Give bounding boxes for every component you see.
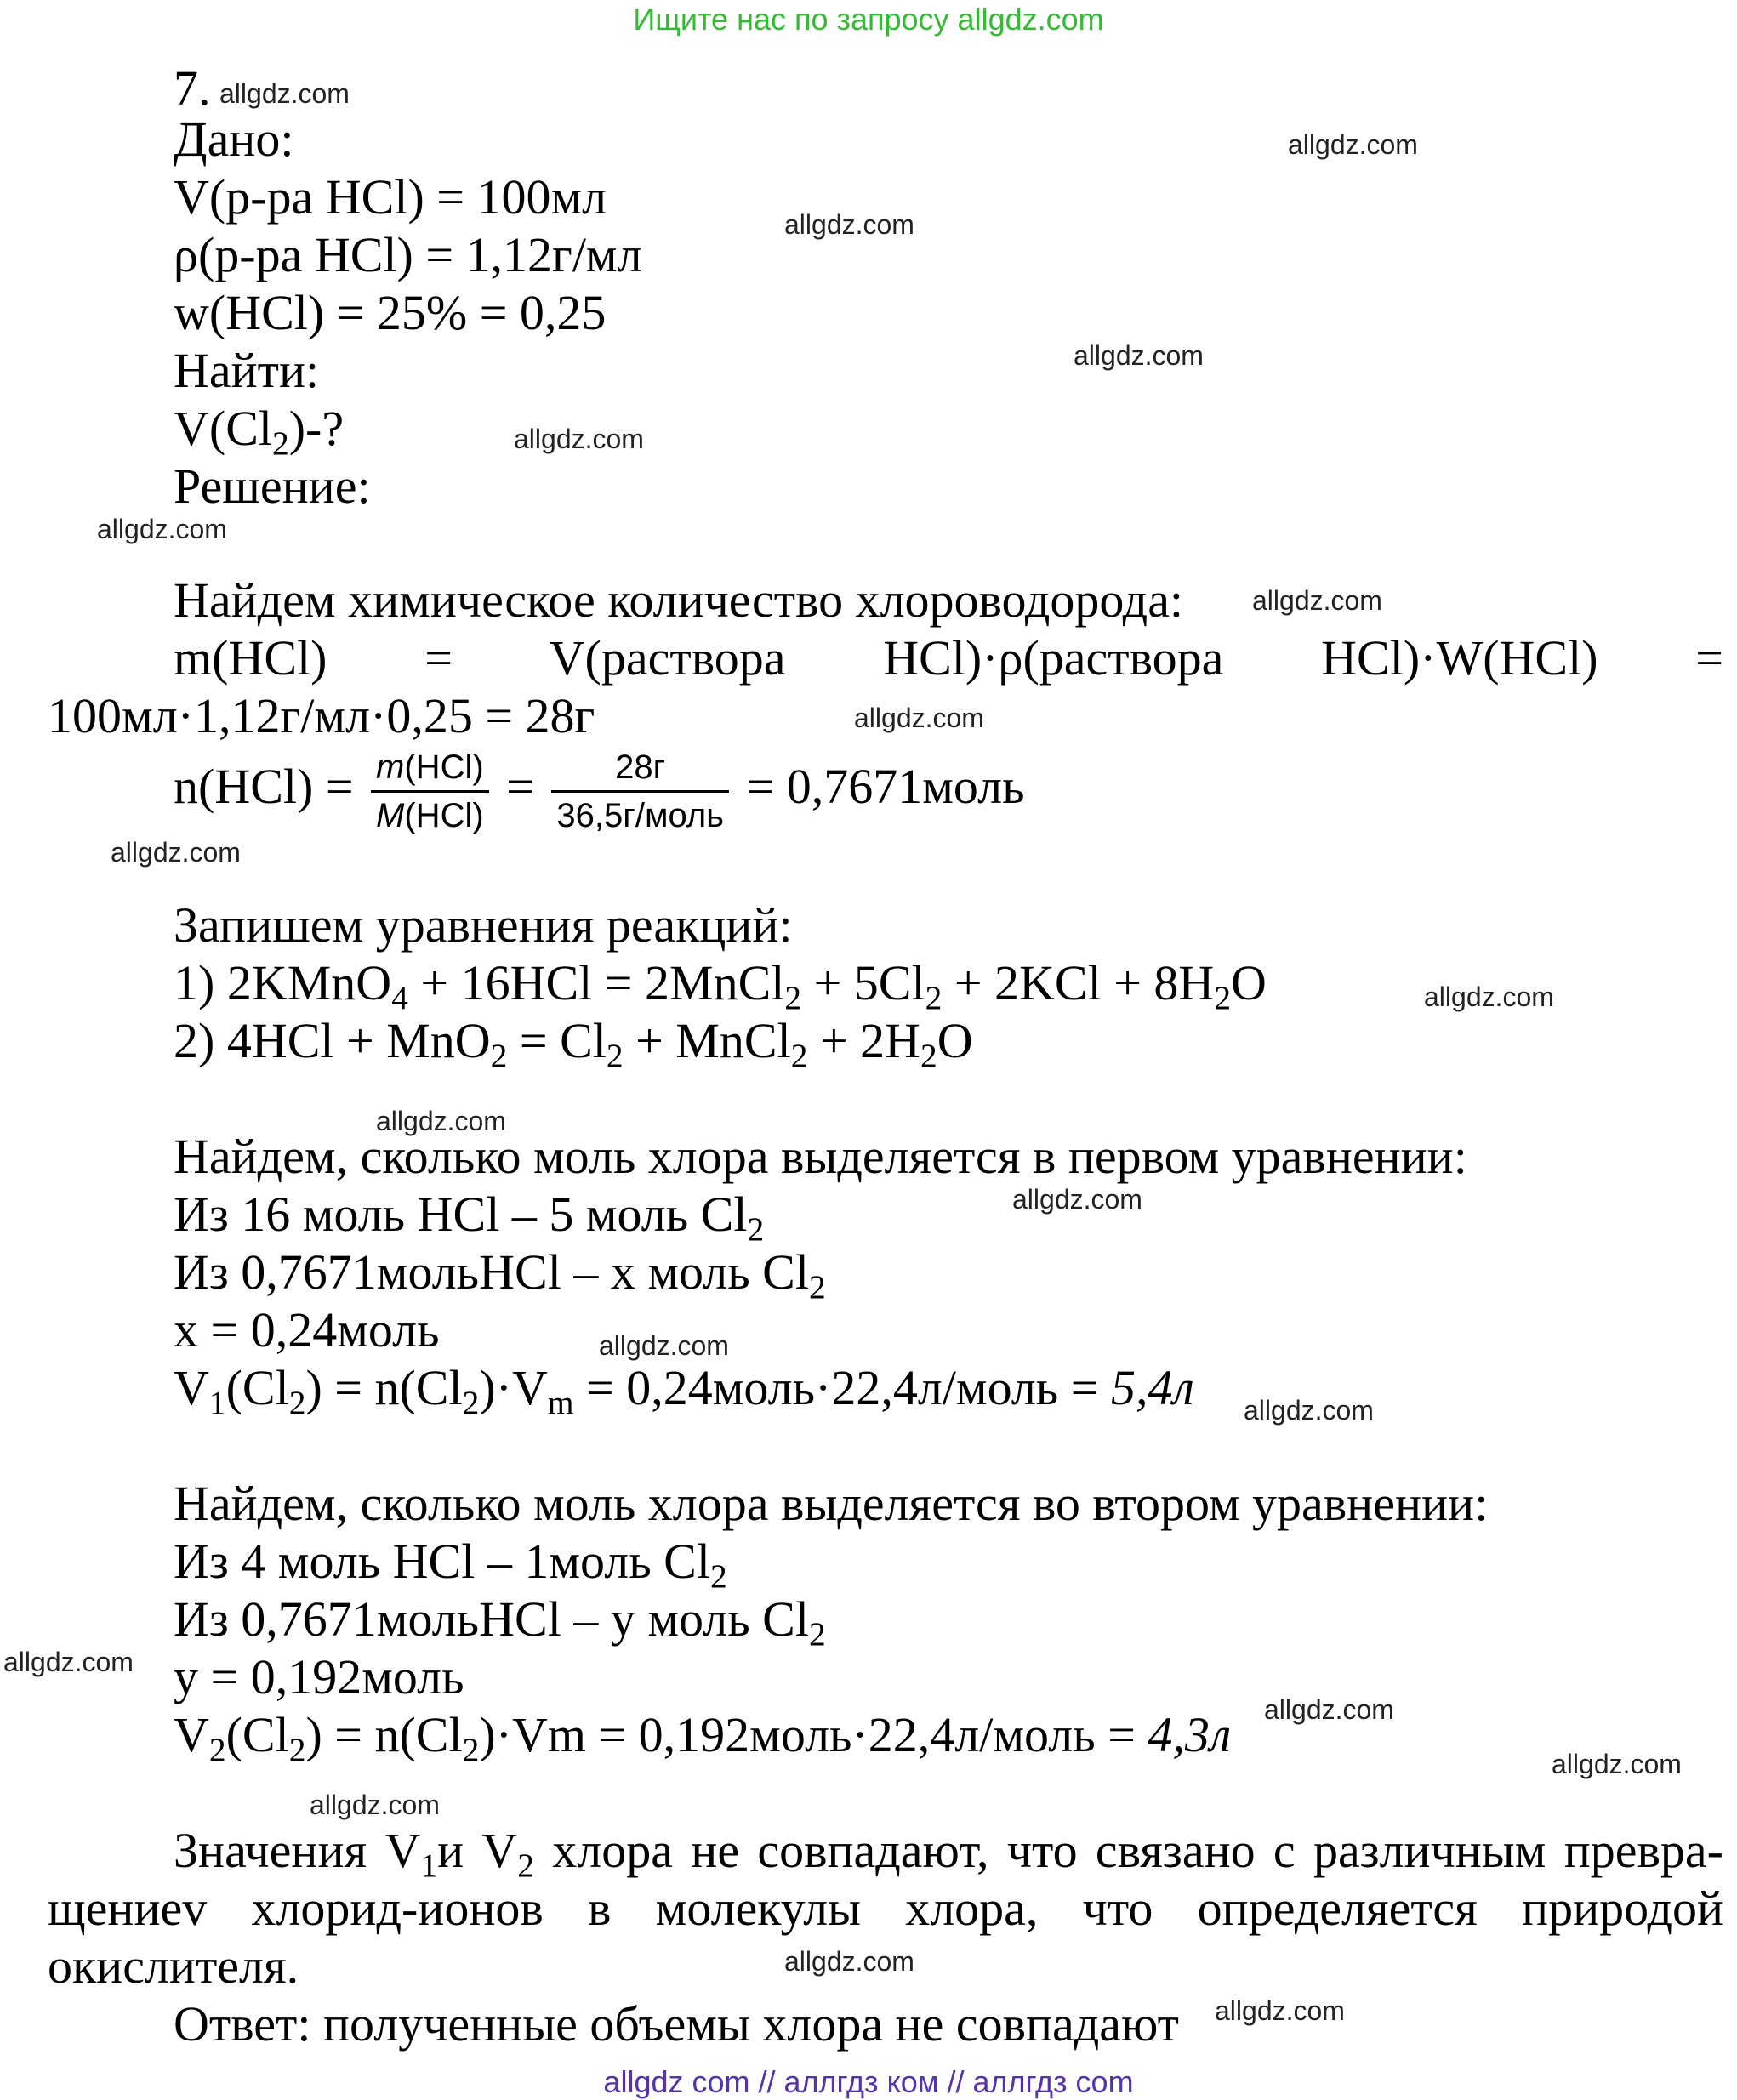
watermark: allgdz.com xyxy=(97,514,227,544)
reaction-2: 2) $4HCl + MnO_2 = Cl_2$ + MnCl$_2$ + $2H_2O$ xyxy=(174,1013,973,1075)
watermark: allgdz.com xyxy=(784,209,914,240)
step3-proportion-1: Из 4 моль HCl – 1моль $Cl_2$ xyxy=(174,1534,727,1596)
find-volume: $V(Cl_2)-$? xyxy=(174,401,345,463)
answer: Ответ: полученные объемы хлора не совпадают xyxy=(174,1996,1179,2052)
step2-proportion-2: Из 0,7671мольHCl – x моль $Cl_2$ xyxy=(174,1244,826,1306)
watermark: allgdz.com xyxy=(1288,129,1418,160)
reactions-title: Запишем уравнения реакций: xyxy=(174,897,793,953)
watermark: allgdz.com xyxy=(376,1106,506,1136)
watermark: allgdz.com xyxy=(1012,1184,1142,1215)
watermark: allgdz.com xyxy=(784,1946,914,1977)
step2-x-value: x = 0,24моль xyxy=(174,1302,440,1357)
watermark: allgdz.com xyxy=(514,424,644,454)
solution-label: Решение: xyxy=(174,458,371,514)
watermark: allgdz.com xyxy=(111,837,241,868)
step3-proportion-2: Из 0,7671мольHCl – y моль $Cl_2$ xyxy=(174,1591,826,1653)
step3-volume: $V_2(Cl_2) = n(Cl_2)\cdot Vm$ = 0,192моль·22,4л/моль = 4,3л xyxy=(174,1707,1232,1769)
watermark: allgdz.com xyxy=(1215,1995,1345,2026)
given-label: Дано: xyxy=(174,111,294,167)
step2-proportion-1: Из 16 моль HCl – 5 моль $Cl_2$ xyxy=(174,1187,765,1249)
watermark: allgdz.com xyxy=(1424,982,1554,1012)
step2-volume: $V_1(Cl_2) = n(Cl_2)\cdot V_m$ = 0,24моль·22,4л/моль = 5,4л xyxy=(174,1360,1194,1422)
watermark: allgdz.com xyxy=(1252,585,1382,616)
mass-formula-line1: m(HCl) = V(раствора HCl)·ρ(раствора HCl)·W(HCl) = xyxy=(174,630,1724,686)
conclusion-paragraph: Значения $V_1и$ $V_2$ хлора не совпадают, что связано с различным превра-щениеv хлорид-ионов в молекулы хлора, что определяется природой окислителя. xyxy=(48,1823,1723,1994)
step3-title: Найдем, сколько моль хлора выделяется во втором уравнении: xyxy=(174,1476,1489,1531)
watermark: allgdz.com xyxy=(310,1790,440,1820)
find-label: Найти: xyxy=(174,343,320,398)
watermark: allgdz.com xyxy=(599,1330,729,1361)
given-volume: V(р-ра HCl) = 100мл xyxy=(174,169,607,225)
watermark: allgdz.com xyxy=(854,703,984,733)
watermark: allgdz.com xyxy=(3,1647,134,1677)
fraction-values: $\frac{28г}{\text{36,5г/моль}}$ xyxy=(551,744,729,839)
watermark: allgdz.com xyxy=(1552,1749,1682,1779)
step2-title: Найдем, сколько моль хлора выделяется в первом уравнении: xyxy=(174,1129,1467,1184)
amount-formula: n(HCl) = $\frac{\text{m(HCl)}}{\text{M(HCl)}}$ = $\frac{28г}{\text{36,5г/моль}}$ = 0,7671моль xyxy=(174,740,1025,839)
mass-formula-line2: 100мл·1,12г/мл·0,25 = 28г xyxy=(48,688,595,743)
step1-title: Найдем химическое количество хлороводорода: xyxy=(174,572,1184,628)
watermark: allgdz.com xyxy=(1264,1694,1394,1725)
given-mass-fraction: w(HCl) = 25% = 0,25 xyxy=(174,285,607,340)
reaction-1: 1) 2KMnO$_4$ + 16HCl = 2MnCl$_2$ + $5Cl_2 + 2KCl + 8H_2O$ xyxy=(174,955,1267,1017)
watermark: allgdz.com xyxy=(1244,1395,1374,1426)
fraction-mass-over-molar: $\frac{\text{m(HCl)}}{\text{M(HCl)}}$ xyxy=(371,744,489,839)
site-banner[interactable]: Ищите нас по запросу allgdz.com xyxy=(633,2,1104,37)
watermark: allgdz.com xyxy=(219,78,350,109)
step3-y-value: y = 0,192моль xyxy=(174,1649,464,1704)
watermark: allgdz.com xyxy=(1074,340,1204,371)
site-footer[interactable]: allgdz com // аллгдз ком // аллгдз com xyxy=(603,2064,1134,2099)
given-density: ρ(р-ра HCl) = 1,12г/мл xyxy=(174,227,642,282)
task-number: 7. xyxy=(174,60,211,116)
